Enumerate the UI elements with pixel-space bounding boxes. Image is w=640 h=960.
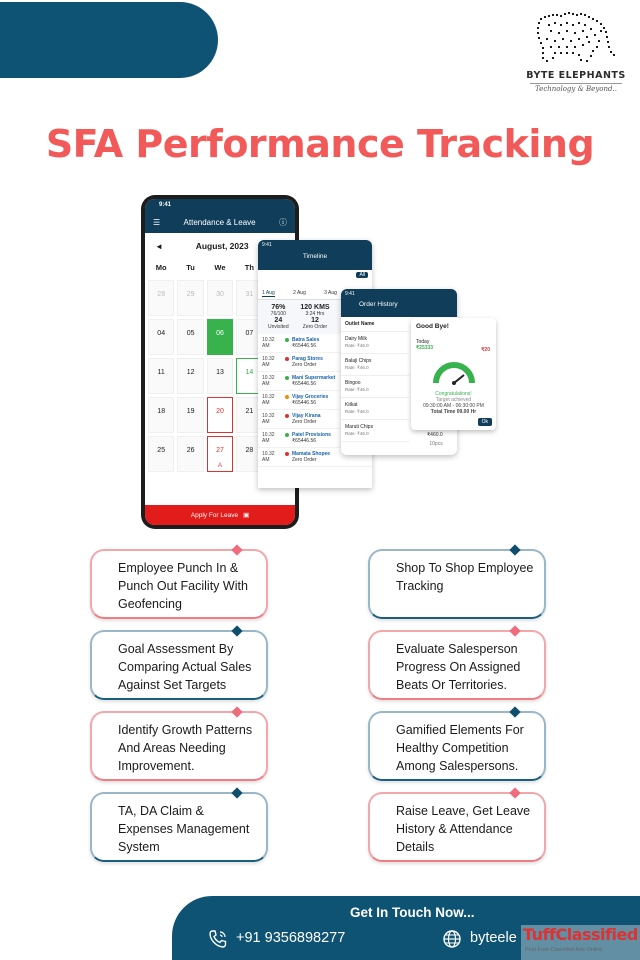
phone-call-icon [208, 929, 228, 949]
timeline-stat-label: 3:24 Hrs [305, 311, 325, 317]
phone-status-time: 9:41 [145, 199, 295, 211]
calendar-day-number: 20 [216, 408, 224, 415]
feature-text: Gamified Elements For Healthy Competition Among Salespersons. [396, 723, 524, 773]
calendar-day[interactable] [207, 319, 233, 355]
order-items [341, 332, 409, 442]
calendar-day-number: 04 [157, 330, 166, 337]
order-item-rate: Rate: ₹46.0 [345, 431, 369, 436]
timeline-stat-label: 76/100 [270, 311, 286, 317]
diamond-marker-icon [231, 625, 242, 636]
order-item[interactable] [341, 420, 409, 442]
top-decorative-pill [0, 2, 218, 78]
calendar-day-number: 11 [157, 369, 165, 376]
calendar-day-number: 29 [186, 291, 195, 298]
elephant-logo-icon [530, 10, 622, 68]
prev-month-icon[interactable]: ◂ [157, 240, 162, 251]
timeline-row-time: 10.32 AM [262, 337, 275, 349]
order-item-rate: Rate: ₹46.0 [345, 387, 369, 392]
calendar-day-number: 31 [245, 291, 254, 298]
timeline-row-info [292, 413, 321, 425]
timeline-status-dot-icon [285, 338, 289, 342]
diamond-marker-icon [509, 544, 520, 555]
phone-header [145, 211, 295, 233]
calendar-day[interactable] [207, 358, 233, 394]
info-icon[interactable]: ⓘ [278, 217, 287, 227]
timeline-status-dot-icon [285, 433, 289, 437]
timeline-row-info [292, 337, 319, 349]
timeline-row-info [292, 356, 323, 368]
timeline-header [258, 240, 372, 270]
timeline-filter[interactable] [258, 270, 372, 280]
timeline-row-name: Patel Provisions [292, 432, 331, 438]
calendar-day[interactable] [148, 397, 174, 433]
calendar-day-number: 14 [245, 369, 254, 376]
calendar-day[interactable] [177, 358, 203, 394]
timeline-row-sales: Zero Order [292, 419, 317, 425]
calendar-day[interactable] [207, 280, 233, 316]
weekday-label: Th [244, 263, 254, 272]
contact-phone-link[interactable]: +91 9356898277 [236, 930, 346, 946]
timeline-row-time: 10.32 AM [262, 394, 275, 406]
timeline-stat-label: Zero Order [302, 324, 328, 330]
timeline-row-name: Vijay Kirana [292, 413, 321, 419]
timeline-row-sales: ₹65446.56 [292, 438, 317, 444]
order-item-name: Kitkat [345, 402, 358, 408]
weekday-label: Tu [186, 263, 195, 272]
weekday-label: Mo [155, 263, 167, 272]
timeline-status-dot-icon [285, 357, 289, 361]
timeline-status-dot-icon [285, 452, 289, 456]
order-item[interactable] [341, 332, 409, 354]
order-item-name: Dairy Milk [345, 336, 367, 342]
timeline-row-info [292, 394, 328, 406]
globe-icon [442, 929, 462, 949]
weekday-label: We [214, 263, 226, 272]
calendar-day[interactable] [148, 436, 174, 472]
order-item[interactable] [341, 354, 409, 376]
feature-card [90, 711, 268, 781]
timeline-row-sales: Zero Order [292, 362, 317, 368]
last-order-info [427, 432, 443, 447]
timeline-stat [297, 304, 334, 317]
target-achieved-text: Target achieved [435, 397, 472, 403]
phone-header-title: Attendance & Leave [183, 217, 256, 227]
feature-text: Raise Leave, Get Leave History & Attendance Details [396, 804, 531, 854]
order-item-rate: Rate: ₹46.0 [345, 409, 369, 414]
timeline-row-info [292, 432, 331, 444]
timeline-date-tab[interactable]: 3 Aug [324, 290, 337, 296]
watermark-tagline: Post Free Classified Ads Online [525, 947, 603, 953]
timeline-row-time: 10.32 AM [262, 375, 275, 387]
calendar-add-icon: ▣ [243, 512, 250, 519]
goodbye-amount: ₹25333 [416, 345, 434, 351]
calendar-day[interactable] [177, 436, 203, 472]
time-range-text: 09:30:00 AM - 06:30:00 PM [423, 403, 484, 409]
timeline-row-name: Batra Sales [292, 337, 320, 343]
calendar-day-number: 26 [186, 447, 195, 454]
gauge-icon [430, 353, 478, 387]
feature-text: Shop To Shop Employee Tracking [396, 561, 534, 593]
order-item-name: Maruti Chips [345, 424, 374, 430]
feature-text: Goal Assessment By Comparing Actual Sales Against Set Targets [118, 642, 252, 692]
page-title: SFA Performance Tracking [45, 122, 595, 166]
congratulations-text: Congratulations! [435, 391, 472, 397]
order-status-time: 9:41 [345, 291, 355, 297]
timeline-stat [260, 304, 297, 317]
brand-tagline: Technology & Beyond.. [530, 83, 622, 93]
order-item-rate: Rate: ₹46.0 [345, 343, 369, 348]
timeline-row-time: 10.32 AM [262, 413, 275, 425]
calendar-day[interactable] [207, 397, 233, 433]
timeline-stat-value: 24 [274, 317, 283, 324]
order-item-rate: Rate: ₹46.0 [345, 365, 369, 370]
diamond-marker-icon [231, 787, 242, 798]
timeline-row-sales: Zero Order [292, 457, 317, 463]
timeline-date-tab[interactable]: 1 Aug [262, 290, 275, 296]
calendar-day-number: 28 [245, 447, 254, 454]
calendar-day[interactable] [148, 280, 174, 316]
timeline-stat-value: 76% [271, 304, 286, 311]
calendar-day[interactable] [177, 280, 203, 316]
calendar-day-number: 27 [216, 447, 224, 454]
timeline-row-info [292, 451, 330, 463]
calendar-day[interactable] [177, 397, 203, 433]
timeline-stat-label: Unvisited [268, 324, 289, 330]
calendar-day-number: 21 [245, 408, 254, 415]
calendar-day-number: 07 [245, 330, 254, 337]
calendar-day-number: 30 [216, 291, 224, 298]
calendar-day-number: 13 [216, 369, 224, 376]
timeline-status-dot-icon [285, 376, 289, 380]
calendar-day-number: 12 [186, 369, 195, 376]
feature-text: TA, DA Claim & Expenses Management System [118, 804, 250, 854]
timeline-stat [260, 317, 297, 330]
timeline-status-dot-icon [285, 414, 289, 418]
diamond-marker-icon [231, 706, 242, 717]
timeline-date-tab[interactable]: 2 Aug [293, 290, 306, 296]
order-history-title: Order History [359, 301, 398, 308]
timeline-stat-value: 12 [311, 317, 319, 324]
feature-text: Employee Punch In & Punch Out Facility With Geofencing [118, 561, 248, 611]
ok-button[interactable]: Ok [478, 418, 492, 426]
website-link[interactable]: byteele [470, 930, 517, 946]
calendar-day-number: 19 [186, 408, 195, 415]
feature-card [368, 630, 546, 700]
feature-card [368, 792, 546, 862]
timeline-row-time: 10.32 AM [262, 356, 275, 368]
diamond-marker-icon [509, 625, 520, 636]
goodbye-amount-secondary: ₹20 [481, 347, 490, 353]
menu-icon[interactable]: ☰ [153, 217, 161, 227]
month-label: August, 2023 [195, 241, 249, 251]
feature-card [90, 792, 268, 862]
calendar-day-number: 18 [157, 408, 166, 415]
feature-card [90, 549, 268, 619]
order-item[interactable] [341, 376, 409, 398]
goodbye-today-label: Today [416, 339, 430, 345]
timeline-row-time: 10.32 AM [262, 432, 275, 444]
timeline-row-name: Mani Supermarket [292, 375, 336, 381]
calendar-day-number: 05 [186, 330, 195, 337]
brand-name: BYTE ELEPHANTS [526, 70, 626, 81]
feature-card [368, 711, 546, 781]
watermark-brand: TuffClassified [523, 925, 638, 944]
apply-for-leave-button[interactable] [145, 505, 295, 525]
feature-text: Identify Growth Patterns And Areas Needing Improvement. [118, 723, 253, 773]
order-item-name: Balaji Chips [345, 358, 372, 364]
goodbye-title: Good Bye! [416, 323, 449, 330]
calendar-day[interactable] [148, 319, 174, 355]
timeline-row-sales: ₹65446.56 [292, 400, 317, 406]
timeline-row-info [292, 375, 335, 387]
calendar-day-number: 06 [216, 330, 224, 337]
calendar-day-number: 28 [157, 291, 166, 298]
order-item-name: Bingoo [345, 380, 361, 386]
calendar-day[interactable] [148, 358, 174, 394]
goodbye-card [411, 318, 496, 430]
timeline-row-name: Vijay Groceries [292, 394, 329, 400]
outlet-name-label: Outlet Name [341, 317, 409, 332]
get-in-touch-heading: Get In Touch Now... [350, 905, 475, 920]
timeline-stat-value: 120 KMS [300, 304, 330, 311]
timeline-row-name: Mamata Shopee [292, 451, 331, 457]
diamond-marker-icon [231, 544, 242, 555]
brand-logo [520, 10, 632, 100]
feature-card [90, 630, 268, 700]
calendar-day-number: 25 [157, 447, 166, 454]
timeline-filter-value: All [356, 272, 368, 278]
diamond-marker-icon [509, 706, 520, 717]
timeline-row-sales: ₹65446.56 [292, 343, 317, 349]
timeline-row-sales: ₹65446.56 [292, 381, 317, 387]
order-item[interactable] [341, 398, 409, 420]
timeline-stat [297, 317, 334, 330]
order-history-header [341, 289, 457, 317]
order-list [341, 317, 409, 442]
timeline-row-name: Parag Stores [292, 356, 323, 362]
watermark [521, 925, 640, 960]
timeline-title: Timeline [302, 253, 328, 260]
timeline-status-time: 9:41 [262, 242, 272, 248]
diamond-marker-icon [509, 787, 520, 798]
apply-for-leave-label: Apply For Leave [190, 511, 239, 519]
last-order-amount: ₹460.0 [427, 432, 443, 438]
timeline-row-time: 10.32 AM [262, 451, 275, 463]
calendar-day-status: A [217, 463, 222, 469]
total-time-text: Total Time 09.00 Hr [430, 409, 477, 415]
timeline-status-dot-icon [285, 395, 289, 399]
feature-card [368, 549, 546, 619]
calendar-day[interactable] [177, 319, 203, 355]
feature-text: Evaluate Salesperson Progress On Assigned Beats Or Territories. [396, 642, 521, 692]
calendar-day[interactable] [207, 436, 233, 472]
last-order-qty: 10pcs [429, 441, 443, 447]
